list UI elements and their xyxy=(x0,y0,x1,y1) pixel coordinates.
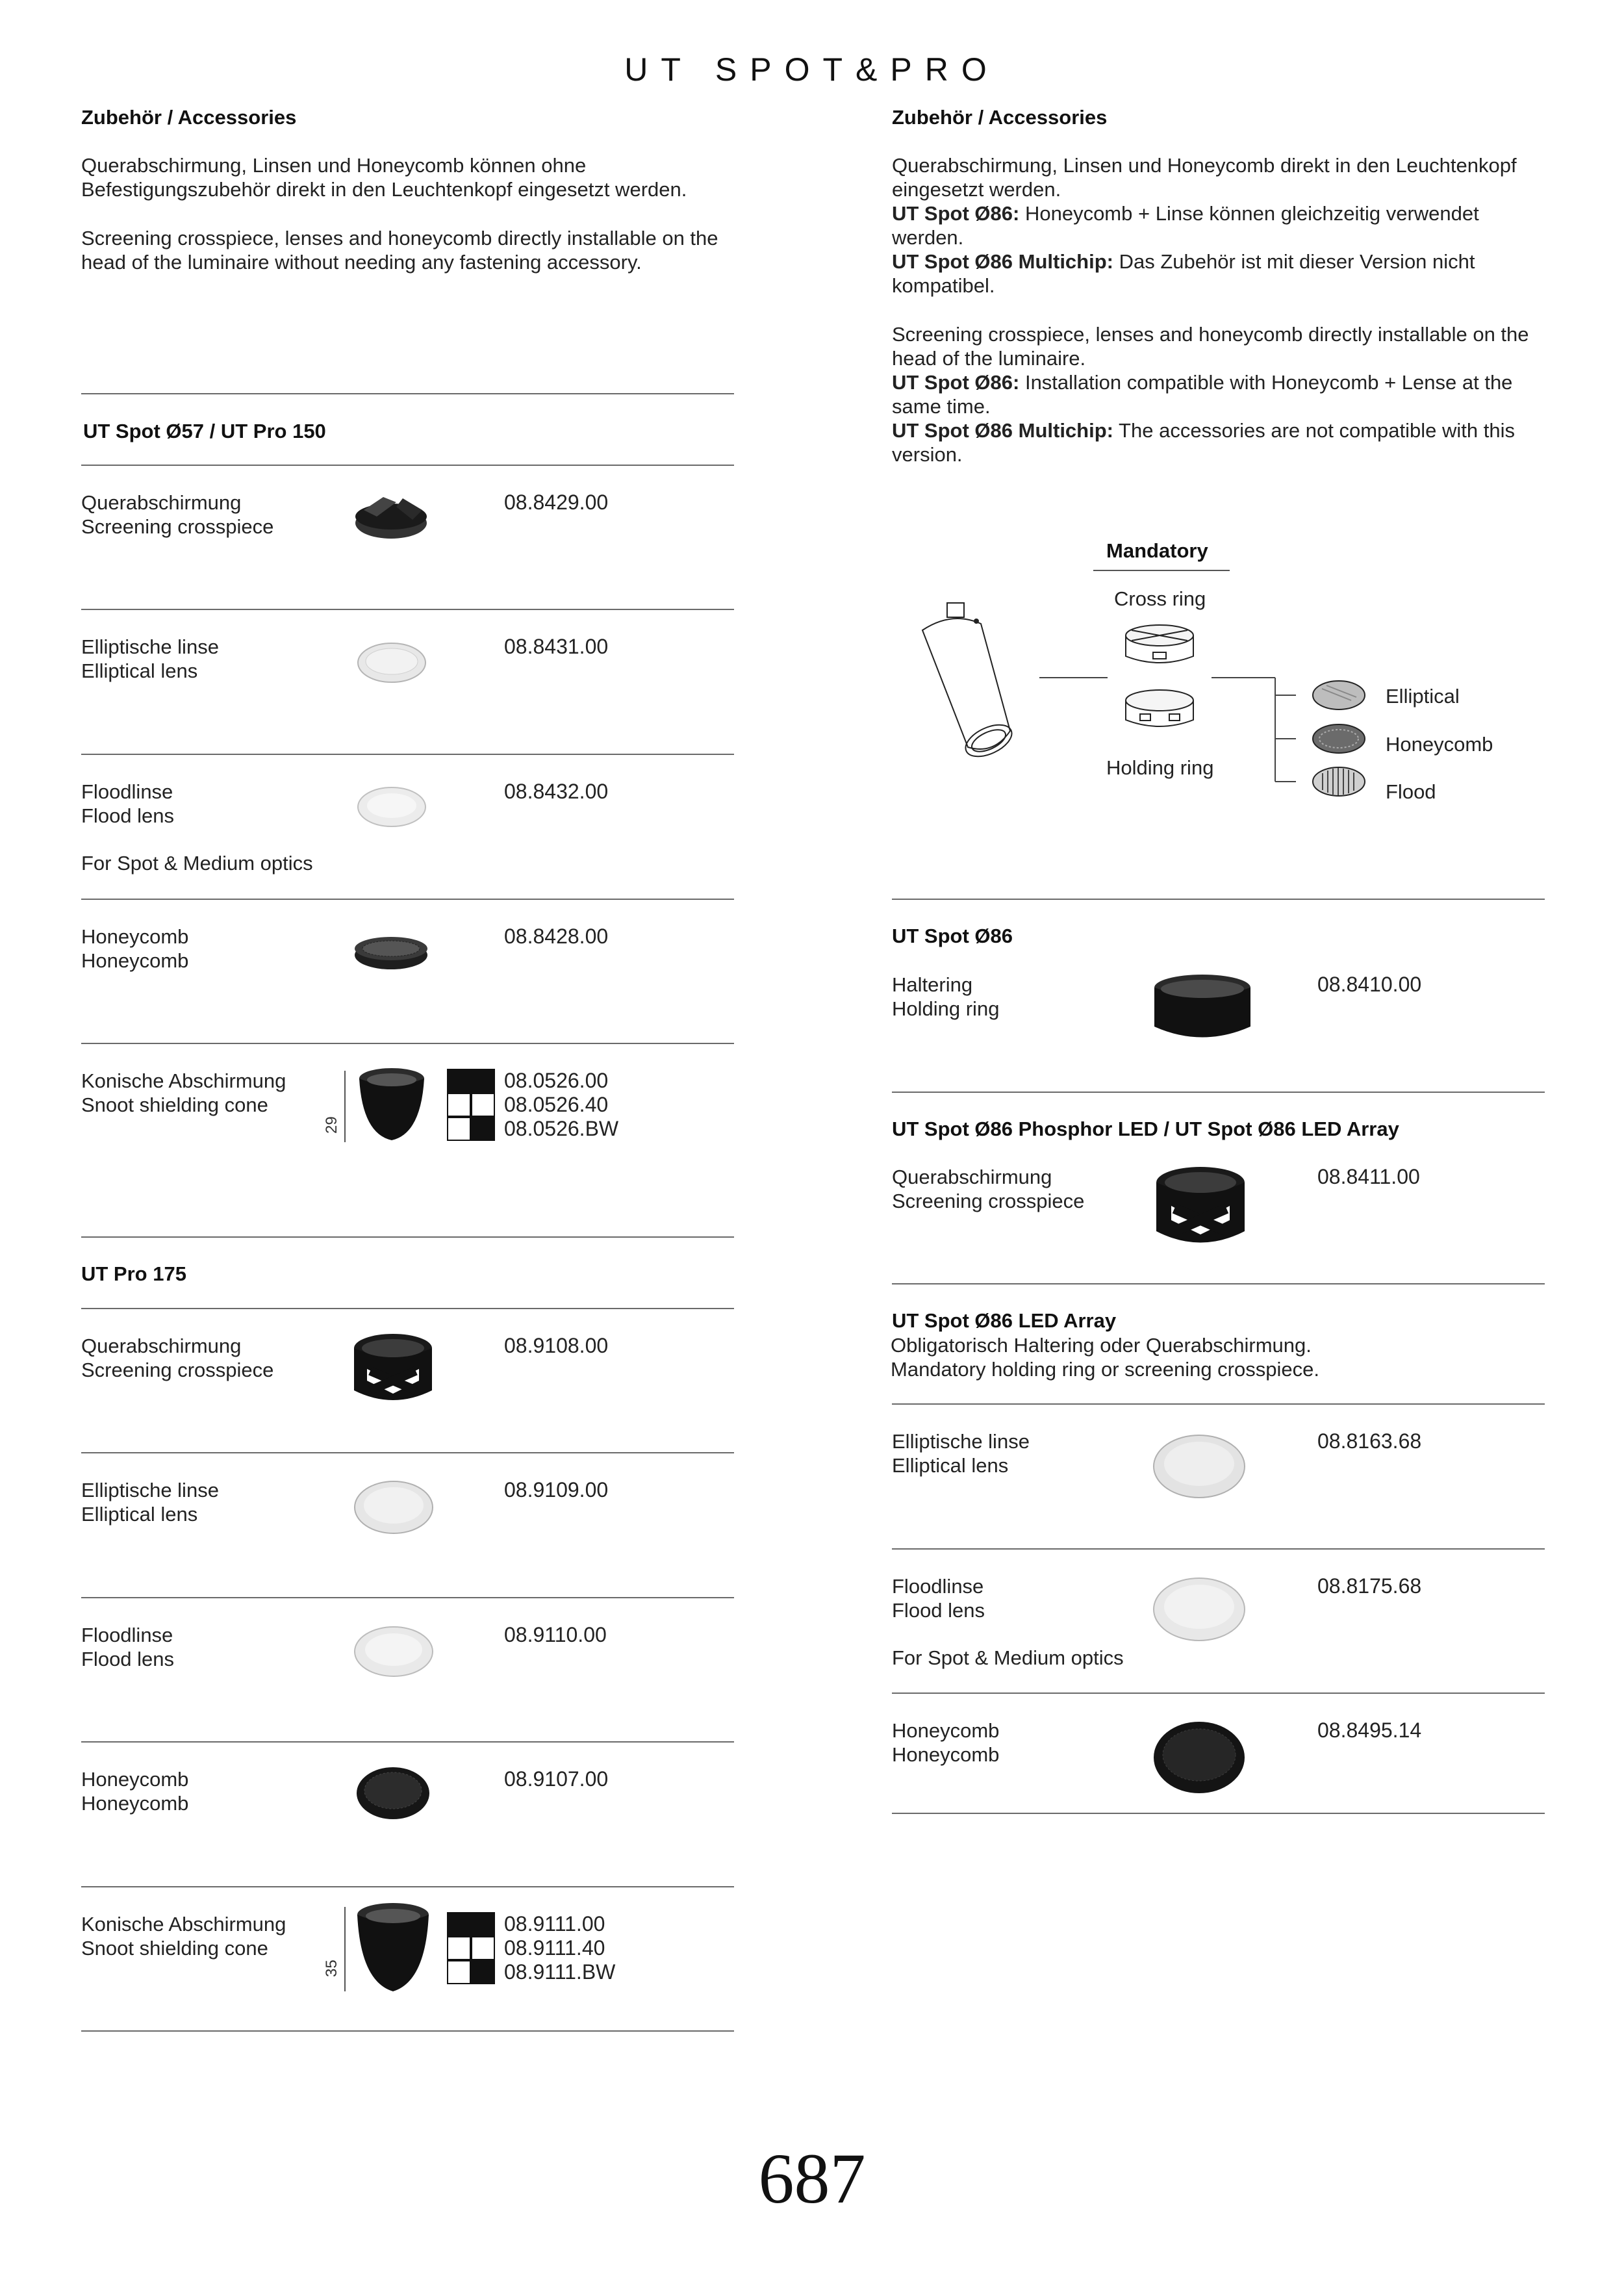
section-title-spot86-phosphor: UT Spot Ø86 Phosphor LED / UT Spot Ø86 LED Array xyxy=(892,1118,1399,1140)
divider xyxy=(81,754,734,755)
item-label-de: Floodlinse xyxy=(892,1575,984,1598)
article-code: 08.8410.00 xyxy=(1317,973,1422,996)
divider xyxy=(892,1548,1545,1550)
article-code: 08.9111.BW xyxy=(504,1960,616,1984)
elliptical-lens-diagram-icon xyxy=(1313,681,1365,709)
text-line xyxy=(892,418,1554,442)
item-label-de: Querabschirmung xyxy=(892,1166,1052,1188)
divider xyxy=(892,1693,1545,1694)
divider xyxy=(81,609,734,610)
snoot-cone-icon xyxy=(356,1066,431,1147)
item-label-en: Honeycomb xyxy=(81,949,189,972)
flood-lens-icon xyxy=(353,1622,437,1681)
color-swatch-black xyxy=(447,1912,495,1936)
page-number: 687 xyxy=(758,2139,866,2218)
divider xyxy=(81,1043,734,1044)
bold-text: UT Spot Ø86 Multichip: xyxy=(892,250,1113,273)
diagram-flood-label: Flood xyxy=(1386,780,1436,803)
item-label-en: Elliptical lens xyxy=(81,1503,198,1526)
text: The accessories are not compatible with this xyxy=(1113,419,1516,442)
article-code: 08.0526.40 xyxy=(504,1093,609,1116)
right-intro-heading: Zubehör / Accessories xyxy=(892,106,1108,129)
text-line xyxy=(892,249,1554,274)
dimension-value: 29 xyxy=(323,1116,340,1134)
text-line: Mandatory holding ring or screening crosspiece. xyxy=(891,1358,1319,1381)
divider xyxy=(81,1452,734,1453)
item-label-de: Honeycomb xyxy=(892,1719,1000,1742)
left-intro-en xyxy=(81,226,718,274)
item-label-de: Honeycomb xyxy=(81,925,189,948)
divider xyxy=(892,1283,1545,1284)
section-note xyxy=(891,1333,1319,1381)
honeycomb-icon xyxy=(1152,1718,1249,1796)
item-label-de: Konische Abschirmung xyxy=(81,1913,286,1935)
item-note: For Spot & Medium optics xyxy=(892,1646,1124,1669)
text-line: Obligatorisch Haltering oder Querabschirmung. xyxy=(891,1334,1312,1357)
item-label-de: Elliptische linse xyxy=(892,1430,1030,1453)
left-intro-heading: Zubehör / Accessories xyxy=(81,106,297,129)
section-title-spot57: UT Spot Ø57 / UT Pro 150 xyxy=(83,420,326,442)
elliptical-lens-icon xyxy=(353,1478,437,1537)
item-label-de: Querabschirmung xyxy=(81,491,242,514)
diagram-cross-ring-label: Cross ring xyxy=(1114,587,1206,610)
accessory-diagram xyxy=(896,585,1559,819)
divider xyxy=(81,1597,734,1598)
article-code: 08.8175.68 xyxy=(1317,1574,1422,1598)
mandatory-underline xyxy=(1093,570,1230,571)
item-label-en: Screening crosspiece xyxy=(81,1359,274,1381)
item-label-de: Honeycomb xyxy=(81,1768,189,1791)
article-code: 08.9110.00 xyxy=(504,1623,607,1646)
divider xyxy=(892,899,1545,900)
diagram-honeycomb-label: Honeycomb xyxy=(1386,733,1493,756)
flood-lens-icon xyxy=(1152,1576,1249,1644)
luminaire-icon xyxy=(922,603,1017,763)
honeycomb-icon xyxy=(354,1762,435,1824)
item-label-de: Elliptische linse xyxy=(81,635,219,658)
diagram-mandatory-label: Mandatory xyxy=(1106,539,1208,562)
article-code: 08.0526.BW xyxy=(504,1117,619,1140)
article-code: 08.8431.00 xyxy=(504,635,609,658)
item-label-en: Elliptical lens xyxy=(81,659,198,682)
section-title-spot86: UT Spot Ø86 xyxy=(892,925,1013,947)
flood-lens-diagram-icon xyxy=(1313,767,1365,796)
divider xyxy=(892,1403,1545,1405)
item-label-en: Holding ring xyxy=(892,997,1000,1020)
article-code: 08.8495.14 xyxy=(1317,1718,1422,1742)
text-line: Befestigungszubehör direkt in den Leuchtenkopf eingesetzt werden. xyxy=(81,178,687,201)
divider xyxy=(81,1236,734,1238)
item-label-de: Elliptische linse xyxy=(81,1479,219,1501)
text-line: werden. xyxy=(892,226,964,249)
elliptical-lens-icon xyxy=(1152,1433,1249,1501)
text-line xyxy=(892,201,1554,225)
page-title: UT SPOT&PRO xyxy=(624,51,1000,88)
article-code: 08.9111.40 xyxy=(504,1936,605,1960)
color-swatch-black xyxy=(471,1960,495,1984)
divider xyxy=(81,1741,734,1743)
holding-ring-icon xyxy=(1126,690,1193,726)
bold-text: UT Spot Ø86 Multichip: xyxy=(892,419,1113,442)
color-swatch-white xyxy=(447,1936,471,1960)
color-swatch-white xyxy=(447,1093,471,1117)
text-line: kompatibel. xyxy=(892,274,995,297)
left-intro-de xyxy=(81,153,687,201)
snoot-cone-icon xyxy=(354,1900,435,1998)
section-title-spot86-ledarray: UT Spot Ø86 LED Array xyxy=(892,1309,1117,1332)
section-title-pro175: UT Pro 175 xyxy=(81,1262,186,1285)
item-label-en: Snoot shielding cone xyxy=(81,1937,268,1960)
item-label-en: Honeycomb xyxy=(892,1743,1000,1766)
item-label-en: Screening crosspiece xyxy=(81,515,274,538)
crosspiece-icon xyxy=(351,1329,435,1413)
dimension-value: 35 xyxy=(323,1960,340,1977)
text: Honeycomb + Linse können gleichzeitig verwendet xyxy=(1019,202,1479,225)
article-code: 08.9108.00 xyxy=(504,1334,609,1357)
text-line: same time. xyxy=(892,395,991,418)
article-code: 08.8432.00 xyxy=(504,780,609,803)
text-line: head of the luminaire. xyxy=(892,347,1086,370)
dimension-line xyxy=(344,1071,346,1142)
text: Das Zubehör ist mit dieser Version nicht xyxy=(1113,250,1475,273)
item-label-de: Floodlinse xyxy=(81,1624,173,1646)
divider xyxy=(81,393,734,394)
color-swatch-white xyxy=(447,1117,471,1141)
text-line: eingesetzt werden. xyxy=(892,178,1061,201)
text-line: head of the luminaire without needing any fastening accessory. xyxy=(81,251,642,274)
bold-text: UT Spot Ø86: xyxy=(892,202,1020,225)
text-line: Screening crosspiece, lenses and honeycomb directly installable on the xyxy=(81,227,718,249)
article-code: 08.0526.00 xyxy=(504,1069,609,1092)
article-code: 08.8428.00 xyxy=(504,925,609,948)
divider xyxy=(81,1308,734,1309)
item-note: For Spot & Medium optics xyxy=(81,852,313,875)
color-swatch-black xyxy=(447,1069,495,1093)
honeycomb-diagram-icon xyxy=(1313,724,1365,753)
text-line: version. xyxy=(892,443,963,466)
crosspiece-small-icon xyxy=(351,491,435,546)
dimension-line xyxy=(344,1907,346,1991)
diagram-holding-ring-label: Holding ring xyxy=(1106,756,1214,779)
diagram-elliptical-label: Elliptical xyxy=(1386,685,1460,708)
item-label-en: Flood lens xyxy=(81,1648,175,1670)
item-label-en: Elliptical lens xyxy=(892,1454,1009,1477)
item-label-en: Snoot shielding cone xyxy=(81,1093,268,1116)
item-label-de: Floodlinse xyxy=(81,780,173,803)
right-intro-en xyxy=(892,322,1554,466)
divider xyxy=(892,1813,1545,1814)
text-line xyxy=(892,370,1554,394)
article-code: 08.9107.00 xyxy=(504,1767,609,1791)
item-label-en: Flood lens xyxy=(892,1599,985,1622)
right-intro-de xyxy=(892,153,1554,298)
color-swatch-white xyxy=(447,1960,471,1984)
article-code: 08.9109.00 xyxy=(504,1478,609,1501)
text: Installation compatible with Honeycomb + Lense at the xyxy=(1019,371,1513,394)
text-line: Screening crosspiece, lenses and honeycomb directly installable on the xyxy=(892,323,1529,346)
elliptical-lens-icon xyxy=(354,640,432,685)
item-label-en: Flood lens xyxy=(81,804,175,827)
divider xyxy=(81,2030,734,2032)
text-line: Querabschirmung, Linsen und Honeycomb direkt in den Leuchtenkopf xyxy=(892,154,1517,177)
cross-ring-icon xyxy=(1126,625,1193,663)
color-swatch-black xyxy=(471,1117,495,1141)
divider xyxy=(81,899,734,900)
article-code: 08.8163.68 xyxy=(1317,1429,1422,1453)
honeycomb-icon xyxy=(351,930,432,973)
color-swatch-white xyxy=(471,1936,495,1960)
item-label-de: Konische Abschirmung xyxy=(81,1069,286,1092)
item-label-de: Haltering xyxy=(892,973,973,996)
text-line: Querabschirmung, Linsen und Honeycomb können ohne xyxy=(81,154,587,177)
holding-ring-icon xyxy=(1152,971,1256,1049)
divider xyxy=(81,1886,734,1887)
article-code: 08.9111.00 xyxy=(504,1912,605,1935)
divider xyxy=(81,465,734,466)
item-label-en: Honeycomb xyxy=(81,1792,189,1815)
color-swatch-white xyxy=(471,1093,495,1117)
bold-text: UT Spot Ø86: xyxy=(892,371,1020,394)
item-label-de: Querabschirmung xyxy=(81,1335,242,1357)
divider xyxy=(892,1092,1545,1093)
flood-lens-icon xyxy=(354,784,432,830)
article-code: 08.8411.00 xyxy=(1317,1165,1420,1188)
article-code: 08.8429.00 xyxy=(504,491,609,514)
crosspiece-icon xyxy=(1152,1163,1249,1254)
item-label-en: Screening crosspiece xyxy=(892,1190,1085,1212)
